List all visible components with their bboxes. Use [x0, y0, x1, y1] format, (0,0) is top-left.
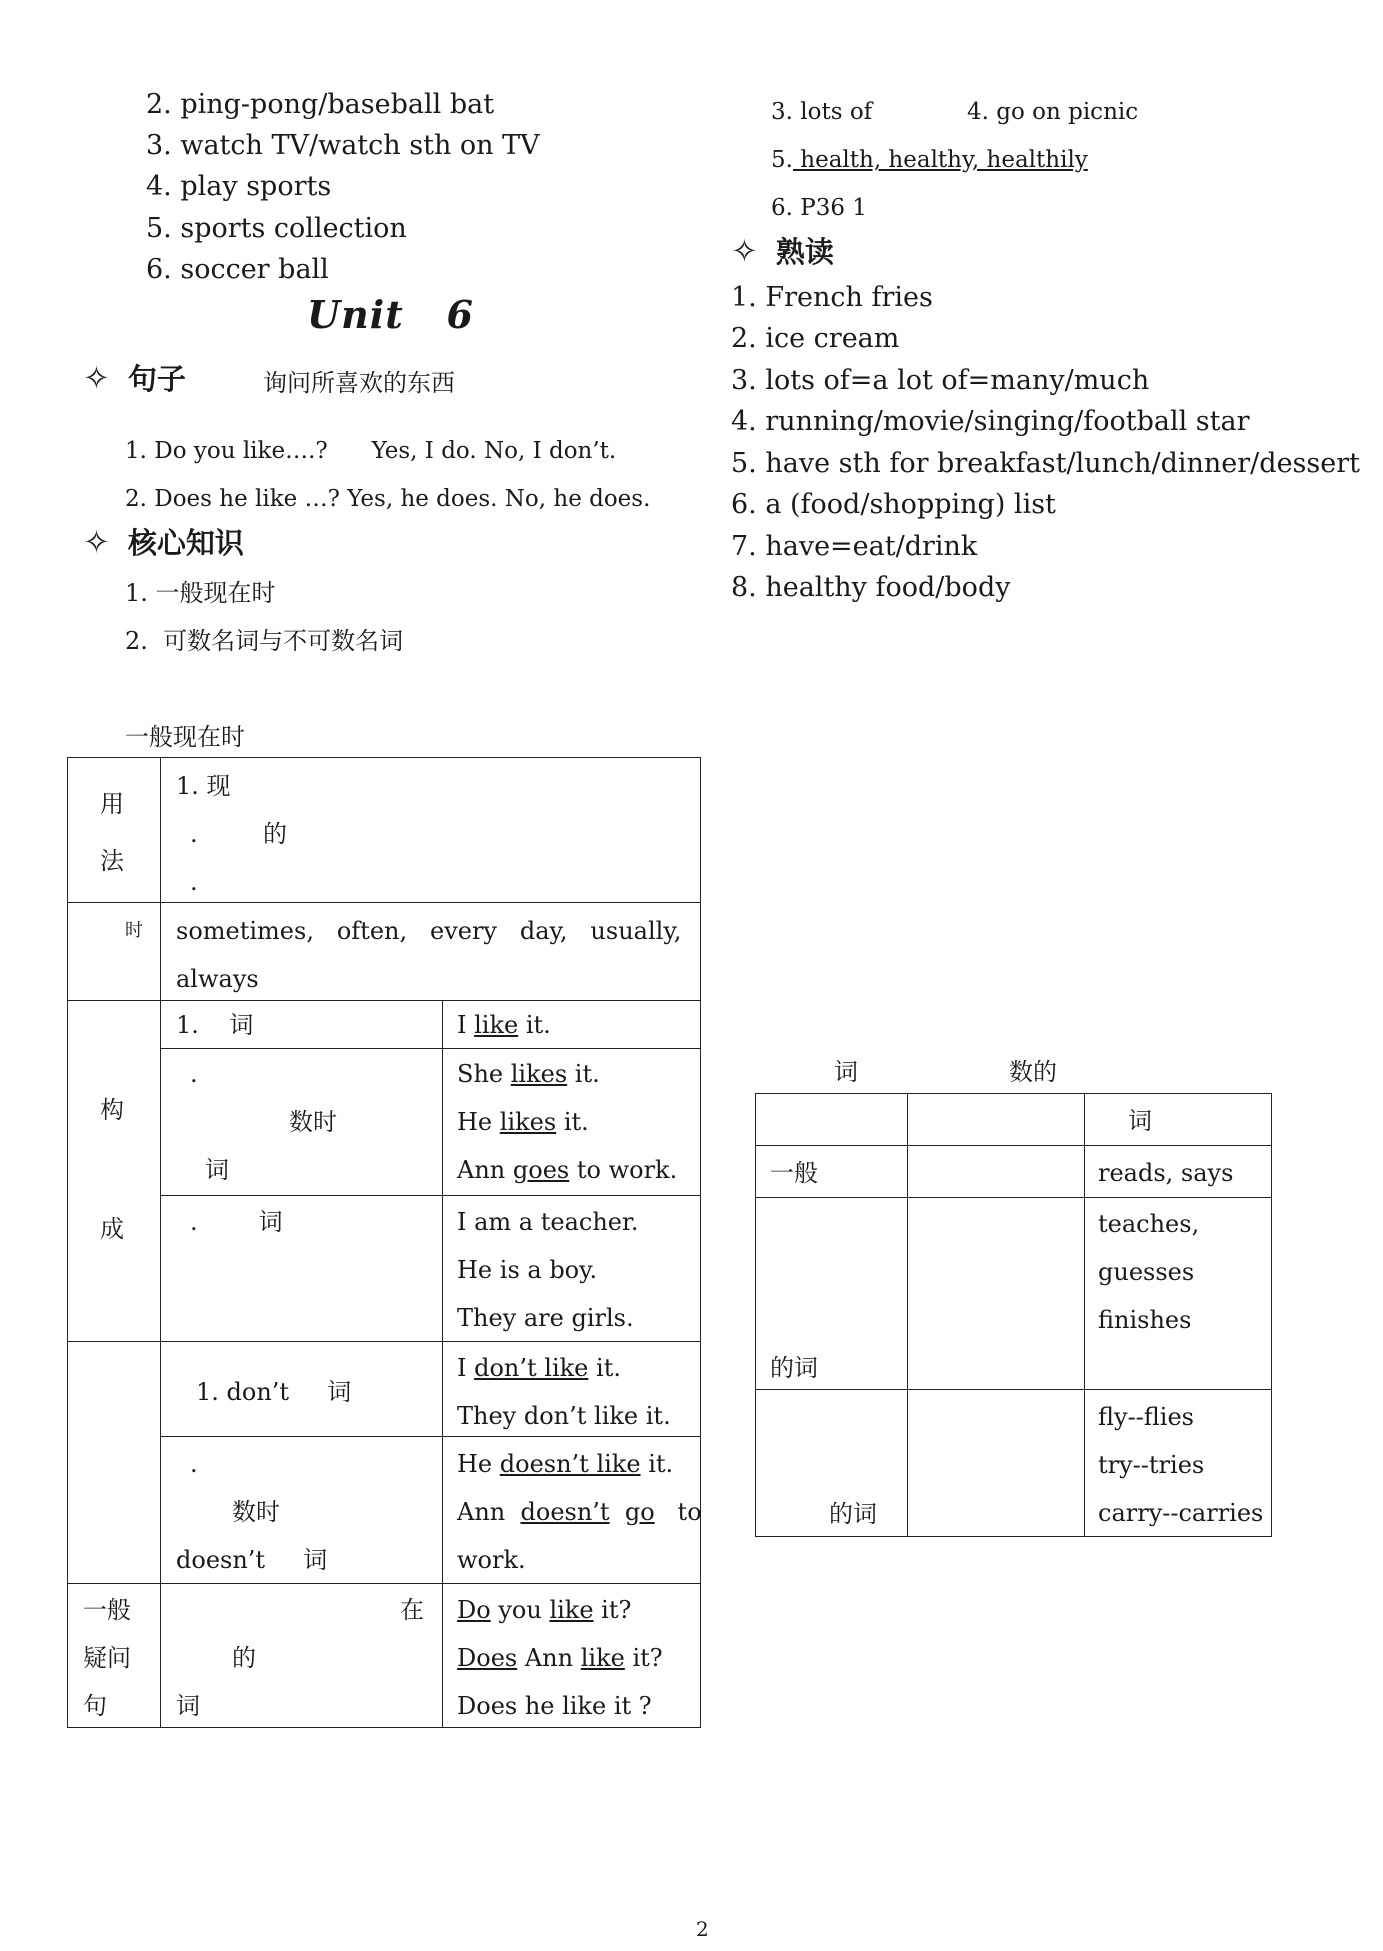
- time-words: sometimes, often, every day, usually,: [176, 917, 682, 945]
- star-icon: ✧: [83, 523, 110, 561]
- page-number: 2: [696, 1917, 709, 1941]
- section-heading-label: 核心知识: [127, 526, 244, 560]
- reading-item: 3. lots of=a lot of=many/much: [731, 365, 1150, 396]
- verb-example: finishes: [1098, 1306, 1192, 1334]
- table-header: 词: [1128, 1107, 1152, 1135]
- phrase-item: 6. P36 1: [771, 195, 867, 221]
- example-sentence: He doesn’t like it.: [457, 1450, 674, 1478]
- section-heading-label: 句子: [127, 362, 186, 396]
- phrase-item: 3. lots of: [771, 99, 873, 125]
- sentence-line: 2. Does he like …? Yes, he does. No, he does.: [125, 486, 651, 512]
- vocab-item: 4. play sports: [146, 171, 332, 202]
- unit-title: Unit 6: [307, 292, 474, 337]
- usage-text: .: [190, 820, 198, 848]
- core-item: 2. 可数名词与不可数名词: [125, 627, 404, 655]
- example-sentence: They don’t like it.: [457, 1402, 671, 1430]
- core-item: 1. 一般现在时: [125, 579, 276, 607]
- table-caption: 词: [834, 1058, 858, 1086]
- rule-label: 的词: [829, 1500, 877, 1528]
- example-sentence: He is a boy.: [457, 1256, 598, 1284]
- rule-label: 一般: [770, 1159, 818, 1187]
- example-sentence: I don’t like it.: [457, 1354, 621, 1382]
- usage-text: 的: [263, 820, 287, 848]
- structure-label: 成: [100, 1215, 124, 1243]
- structure-label: 构: [100, 1096, 124, 1124]
- question-label: 疑问: [83, 1644, 131, 1672]
- section-heading-sentences: [83, 357, 186, 398]
- usage-text: 1. 现: [176, 772, 231, 800]
- star-icon: ✧: [731, 232, 758, 270]
- section-subtitle: 询问所喜欢的东西: [263, 369, 455, 397]
- reading-item: 4. running/movie/singing/football star: [731, 406, 1250, 437]
- star-icon: ✧: [83, 359, 110, 397]
- verb-example: guesses: [1098, 1258, 1195, 1286]
- example-sentence: Does Ann like it?: [457, 1644, 663, 1672]
- section-heading-reading: [731, 230, 834, 271]
- vocab-item: 6. soccer ball: [146, 254, 329, 285]
- example-sentence: I am a teacher.: [457, 1208, 639, 1236]
- rule-label: 的词: [770, 1354, 818, 1382]
- reading-item: 6. a (food/shopping) list: [731, 489, 1056, 520]
- question-label: 一般: [83, 1596, 131, 1624]
- example-sentence: work.: [457, 1546, 526, 1574]
- verb-example: fly--flies: [1098, 1403, 1194, 1431]
- usage-text: .: [190, 868, 198, 896]
- negative-rule: 数时: [232, 1498, 280, 1526]
- reading-item: 2. ice cream: [731, 323, 900, 354]
- verb-example: reads, says: [1098, 1159, 1234, 1187]
- vocab-item: 5. sports collection: [146, 213, 407, 244]
- example-sentence: Do you like it?: [457, 1596, 632, 1624]
- phrase-item: 5. health, healthy, healthily: [771, 147, 1088, 173]
- usage-label: 法: [100, 847, 124, 875]
- reading-item: 1. French fries: [731, 282, 933, 313]
- verb-example: teaches,: [1098, 1210, 1200, 1238]
- structure-rule: .: [190, 1060, 198, 1088]
- negative-rule: .: [190, 1450, 198, 1478]
- example-sentence: Does he like it ?: [457, 1692, 652, 1720]
- time-label: 时: [125, 920, 143, 941]
- question-rule: 的: [232, 1644, 256, 1672]
- structure-rule: 词: [205, 1156, 229, 1184]
- negative-rule: 1. don’t 词: [196, 1378, 352, 1406]
- phrase-item: 4. go on picnic: [967, 99, 1139, 125]
- question-rule: 在: [400, 1596, 424, 1624]
- reading-item: 7. have=eat/drink: [731, 531, 978, 562]
- negative-rule: doesn’t 词: [176, 1546, 328, 1574]
- time-words: always: [176, 965, 259, 993]
- table-caption: 一般现在时: [125, 723, 245, 751]
- reading-item: 5. have sth for breakfast/lunch/dinner/dessert: [731, 448, 1360, 479]
- reading-item: 8. healthy food/body: [731, 572, 1011, 603]
- vocab-item: 2. ping-pong/baseball bat: [146, 89, 495, 120]
- verb-example: try--tries: [1098, 1451, 1205, 1479]
- structure-rule: . 词: [190, 1208, 283, 1236]
- sentence-line: 1. Do you like….? Yes, I do. No, I don’t.: [125, 438, 617, 464]
- example-sentence: He likes it.: [457, 1108, 589, 1136]
- example-sentence: I like it.: [457, 1011, 551, 1039]
- section-heading-label: 熟读: [775, 235, 834, 269]
- example-sentence: She likes it.: [457, 1060, 600, 1088]
- verb-example: carry--carries: [1098, 1499, 1264, 1527]
- vocab-item: 3. watch TV/watch sth on TV: [146, 130, 540, 161]
- example-sentence: They are girls.: [457, 1304, 634, 1332]
- table-caption: 数的: [1009, 1058, 1057, 1086]
- structure-rule: 1. 词: [176, 1011, 254, 1039]
- question-rule: 词: [176, 1692, 200, 1720]
- example-sentence: Ann goes to work.: [457, 1156, 678, 1184]
- structure-rule: 数时: [289, 1108, 337, 1136]
- usage-label: 用: [100, 790, 124, 818]
- example-sentence: Ann doesn’t go to: [457, 1498, 702, 1526]
- question-label: 句: [83, 1692, 107, 1720]
- section-heading-core: [83, 521, 244, 562]
